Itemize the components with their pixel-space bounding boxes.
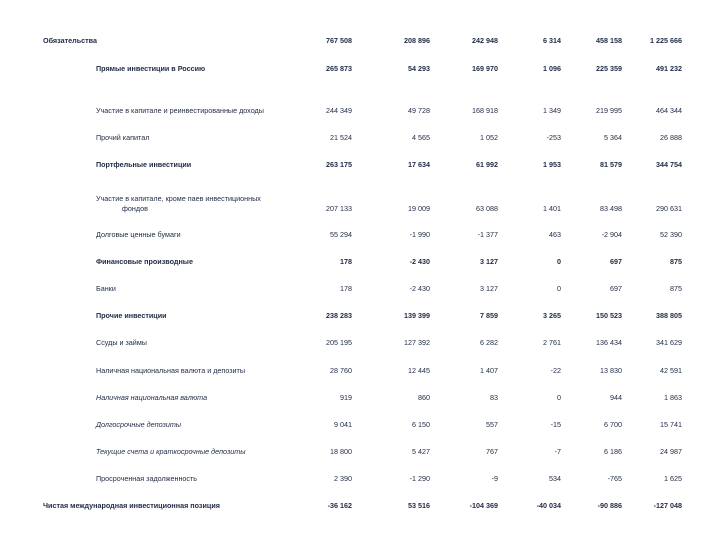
cell-value: 5 427 [412,447,430,456]
cell-value: 52 390 [660,230,682,239]
cell-value: 0 [557,393,561,402]
cell-value: 919 [340,393,352,402]
cell-value: 28 760 [330,366,352,375]
cell-value: 1 096 [543,64,561,73]
cell-value: 49 728 [408,106,430,115]
cell-value: 55 294 [330,230,352,239]
table-row [0,194,720,218]
row-label-line2: фондов [122,204,148,213]
cell-value: 53 516 [408,501,430,510]
row-label: Прямые инвестиции в Россию [96,64,206,73]
cell-value: 127 392 [404,338,430,347]
cell-value: 13 830 [600,366,622,375]
row-label: Наличная национальная валюта и депозиты [96,366,245,375]
cell-value: 767 [486,447,498,456]
cell-value: 458 158 [596,36,622,45]
row-label: Долговые ценные бумаги [96,230,181,239]
cell-value: 81 579 [600,160,622,169]
cell-value: 1 349 [543,106,561,115]
cell-value: 2 390 [334,474,352,483]
cell-value: -1 990 [409,230,430,239]
cell-value: -2 430 [409,257,430,266]
cell-value: 1 625 [664,474,682,483]
cell-value: 18 800 [330,447,352,456]
cell-value: 42 591 [660,366,682,375]
cell-value: 3 265 [543,311,561,320]
cell-value: -22 [550,366,561,375]
cell-value: 168 918 [472,106,498,115]
cell-value: 26 888 [660,133,682,142]
cell-value: 83 [490,393,498,402]
cell-value: 290 631 [656,204,682,213]
cell-value: 263 175 [326,160,352,169]
cell-value: 12 445 [408,366,430,375]
cell-value: 463 [549,230,561,239]
cell-value: 1 407 [480,366,498,375]
cell-value: -104 369 [469,501,498,510]
row-label: Чистая международная инвестиционная позиция [43,501,220,510]
cell-value: 1 225 666 [650,36,682,45]
cell-value: 944 [610,393,622,402]
cell-value: 136 434 [596,338,622,347]
row-label [96,194,261,214]
cell-value: 0 [557,284,561,293]
row-label: Банки [96,284,116,293]
cell-value: 238 283 [326,311,352,320]
cell-value: 139 399 [404,311,430,320]
cell-value: -15 [550,420,561,429]
cell-value: 1 953 [543,160,561,169]
cell-value: 1 052 [480,133,498,142]
row-label: Ссуды и займы [96,338,147,347]
cell-value: -2 430 [409,284,430,293]
cell-value: -1 290 [409,474,430,483]
cell-value: -40 034 [536,501,561,510]
cell-value: 208 896 [404,36,430,45]
cell-value: 875 [670,257,682,266]
cell-value: 697 [610,257,622,266]
cell-value: 0 [557,257,561,266]
cell-value: 341 629 [656,338,682,347]
row-label: Прочий капитал [96,133,150,142]
row-label: Портфельные инвестиции [96,160,192,169]
cell-value: 767 508 [326,36,352,45]
cell-value: 15 741 [660,420,682,429]
cell-value: 205 195 [326,338,352,347]
row-label-line1: Участие в капитале, кроме паев инвестиционных [96,194,261,203]
cell-value: 178 [340,257,352,266]
cell-value: 207 133 [326,204,352,213]
cell-value: -253 [546,133,561,142]
cell-value: 464 344 [656,106,682,115]
cell-value: 1 401 [543,204,561,213]
cell-value: 265 873 [326,64,352,73]
cell-value: 6 282 [480,338,498,347]
cell-value: -90 886 [597,501,622,510]
cell-value: 557 [486,420,498,429]
row-label: Текущие счета и краткосрочные депозиты [96,447,246,456]
cell-value: 6 186 [604,447,622,456]
cell-value: 860 [418,393,430,402]
cell-value: -765 [607,474,622,483]
cell-value: -127 048 [653,501,682,510]
cell-value: 17 634 [408,160,430,169]
cell-value: 344 754 [656,160,682,169]
cell-value: 491 232 [656,64,682,73]
cell-value: 1 863 [664,393,682,402]
cell-value: 875 [670,284,682,293]
row-label: Просроченная задолженность [96,474,198,483]
cell-value: 4 565 [412,133,430,142]
row-label: Обязательства [43,36,97,45]
cell-value: 697 [610,284,622,293]
cell-value: 178 [340,284,352,293]
cell-value: 219 995 [596,106,622,115]
row-label: Наличная национальная валюта [96,393,208,402]
cell-value: 6 150 [412,420,430,429]
cell-value: 225 359 [596,64,622,73]
cell-value: 534 [549,474,561,483]
cell-value: 61 992 [476,160,498,169]
cell-value: 9 041 [334,420,352,429]
cell-value: 244 349 [326,106,352,115]
cell-value: 169 970 [472,64,498,73]
cell-value: 2 761 [543,338,561,347]
cell-value: -2 904 [601,230,622,239]
row-label: Прочие инвестиции [96,311,167,320]
cell-value: 5 364 [604,133,622,142]
cell-value: 6 700 [604,420,622,429]
cell-value: 24 987 [660,447,682,456]
cell-value: 21 524 [330,133,352,142]
row-label: Долгосрочные депозиты [96,420,182,429]
cell-value: 19 009 [408,204,430,213]
cell-value: 54 293 [408,64,430,73]
cell-value: 6 314 [543,36,561,45]
cell-value: 7 859 [480,311,498,320]
cell-value: 242 948 [472,36,498,45]
cell-value: -1 377 [477,230,498,239]
cell-value: 3 127 [480,257,498,266]
row-label: Участие в капитале и реинвестированные доходы [96,106,264,115]
cell-value: 150 523 [596,311,622,320]
cell-value: -7 [554,447,561,456]
cell-value: 3 127 [480,284,498,293]
cell-value: 63 088 [476,204,498,213]
cell-value: -36 162 [327,501,352,510]
cell-value: 83 498 [600,204,622,213]
cell-value: -9 [491,474,498,483]
cell-value: 388 805 [656,311,682,320]
row-label: Финансовые производные [96,257,193,266]
